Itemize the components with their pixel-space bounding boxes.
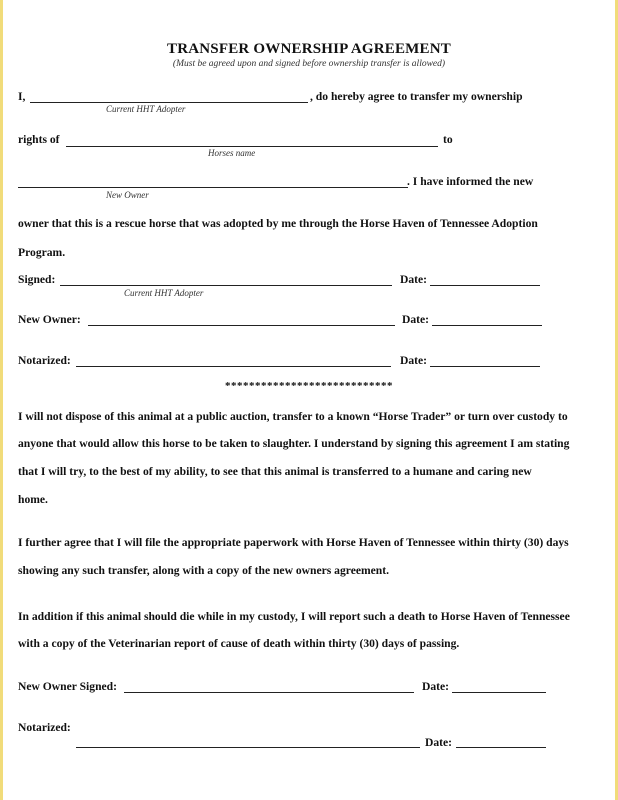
signed-date-label: Date: [400,273,428,286]
new-owner-signed-date-line[interactable] [452,692,546,693]
document-title: TRANSFER OWNERSHIP AGREEMENT [167,41,451,57]
para1-line3: that I will try, to the best of my ability, to see that this animal is transferred to a humane and caring new [18,465,532,478]
line2-prefix: rights of [18,133,60,146]
line4-text: owner that this is a rescue horse that was adopted by me through the Horse Haven of Tennessee Adoption [18,217,538,230]
new-owner-label: New Owner: [18,313,81,326]
para1-line2: anyone that would allow this horse to be taken to slaughter. I understand by signing this agreement I am stating [18,437,570,450]
notarized2-date-label: Date: [425,736,453,749]
para3-line1: In addition if this animal should die while in my custody, I will report such a death to Horse Haven of Tennessee [18,610,570,623]
notarized1-date-line[interactable] [430,366,540,367]
notarized2-date-line[interactable] [456,747,546,748]
signed-date-line[interactable] [430,285,540,286]
para3-line2: with a copy of the Veterinarian report of cause of death within thirty (30) days of passing. [18,637,460,650]
para1-line1: I will not dispose of this animal at a public auction, transfer to a known “Horse Trader” or turn over custody to [18,410,568,423]
new-owner-signed-line[interactable] [124,692,414,693]
new-owner-date-line[interactable] [432,325,542,326]
para2-line2: showing any such transfer, along with a copy of the new owners agreement. [18,564,389,577]
horse-name-caption: Horses name [208,148,256,158]
line3-suffix: . I have informed the new [407,175,534,188]
line1-suffix: , do hereby agree to transfer my ownership [310,90,523,103]
notarized2-signature-line[interactable] [76,747,420,748]
para1-line4: home. [18,493,48,506]
new-owner-signed-date-label: Date: [422,680,450,693]
notarized1-label: Notarized: [18,354,71,367]
document-subtitle: (Must be agreed upon and signed before ownership transfer is allowed) [172,59,446,69]
para2-line1: I further agree that I will file the appropriate paperwork with Horse Haven of Tennessee within thirty (30) days [18,536,569,549]
adopter-name-line[interactable] [30,102,308,103]
notarized2-label: Notarized: [18,721,71,734]
signed-caption: Current HHT Adopter [124,288,204,298]
new-owner-name-line[interactable] [18,187,408,188]
notarized1-date-label: Date: [400,354,428,367]
notarized1-signature-line[interactable] [76,366,391,367]
line5-text: Program. [18,246,66,259]
signed-label: Signed: [18,273,56,286]
adopter-caption: Current HHT Adopter [106,104,186,114]
separator-stars: **************************** [225,380,393,392]
line1-prefix: I, [18,90,26,103]
new-owner-signature-line[interactable] [88,325,395,326]
new-owner-date-label: Date: [402,313,430,326]
line2-suffix: to [443,133,453,146]
signed-signature-line[interactable] [60,285,392,286]
horse-name-line[interactable] [66,146,438,147]
new-owner-caption: New Owner [106,190,149,200]
new-owner-signed-label: New Owner Signed: [18,680,117,693]
